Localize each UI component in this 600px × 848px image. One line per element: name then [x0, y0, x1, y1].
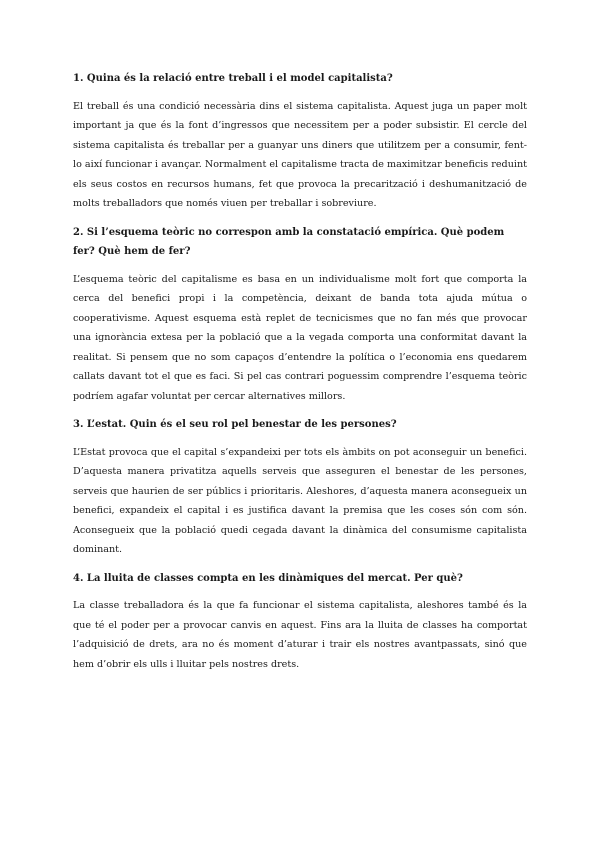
section-1	[73, 69, 527, 214]
section-3	[73, 415, 527, 560]
answer-2-paragraph: L’esquema teòric del capitalisme es basa en un individualisme molt fort que comporta la cerca del benefici propi i la competència, deixant de banda tota ajuda mútua o cooperativisme. Aquest esquema està replet de tecnicismes que no fan més que provocar una ignorància extesa per la població que a la vegada comporta una conformitat davant la realitat. Si pensem que no som capaços d’entendre la política o l’economia ens quedarem callats davant tot el que es faci. Si pel cas contrari poguessim comprendre l’esquema teòric podríem agafar voluntat per cercar alternatives millors.	[73, 273, 527, 402]
question-1-heading: 1. Quina és la relació entre treball i el model capitalista?	[73, 73, 393, 84]
question-4-heading: 4. La lluita de classes compta en les dinàmiques del mercat. Per què?	[73, 572, 463, 584]
section-4	[73, 569, 527, 675]
section-2	[73, 223, 527, 407]
answer-4-paragraph: La classe treballadora és la que fa funcionar el sistema capitalista, aleshores també és la que té el poder per a provocar canvis en aquest. Fins ara la lluita de classes ha comportat l’adquisició de drets, ara no és moment d’aturar i trair els nostres avantpassats, sinó que hem d’obrir els ulls i lluitar pels nostres drets.	[73, 600, 527, 670]
answer-3-paragraph: L’Estat provoca que el capital s’expandeixi per tots els àmbits on pot aconseguir un benefici. D’aquesta manera privatitza aquells serveis que asseguren el benestar de les persones, serveis que haurien de ser públics i prioritaris. Aleshores, d’aquesta manera aconsegueix un benefici, expandeix el capital i es justifica davant la premisa que les coses són com són. Aconsegueix que la població quedi cegada davant la dinàmica del consumisme capitalista dominant.	[73, 446, 527, 555]
question-3-heading: 3. L’estat. Quin és el seu rol pel benestar de les persones?	[73, 419, 397, 430]
answer-1-paragraph: El treball és una condició necessària dins el sistema capitalista. Aquest juga un paper molt important ja que és la font d’ingressos que necessitem per a poder subsistir. El cercle del sistema capitalista és treballar per a guanyar uns diners que utilitzem per a consumir, fent-lo així funcionar i avançar. Normalment el capitalisme tracta de maximitzar beneficis reduint els seus costos en recursos humans, fet que provoca la precarització i deshumanització de molts treballadors que només viuen per treballar i sobreviure.	[73, 100, 527, 209]
question-2-heading: 2. Si l’esquema teòric no correspon amb la constatació empírica. Què podem fer? Què hem de fer?	[73, 226, 505, 257]
